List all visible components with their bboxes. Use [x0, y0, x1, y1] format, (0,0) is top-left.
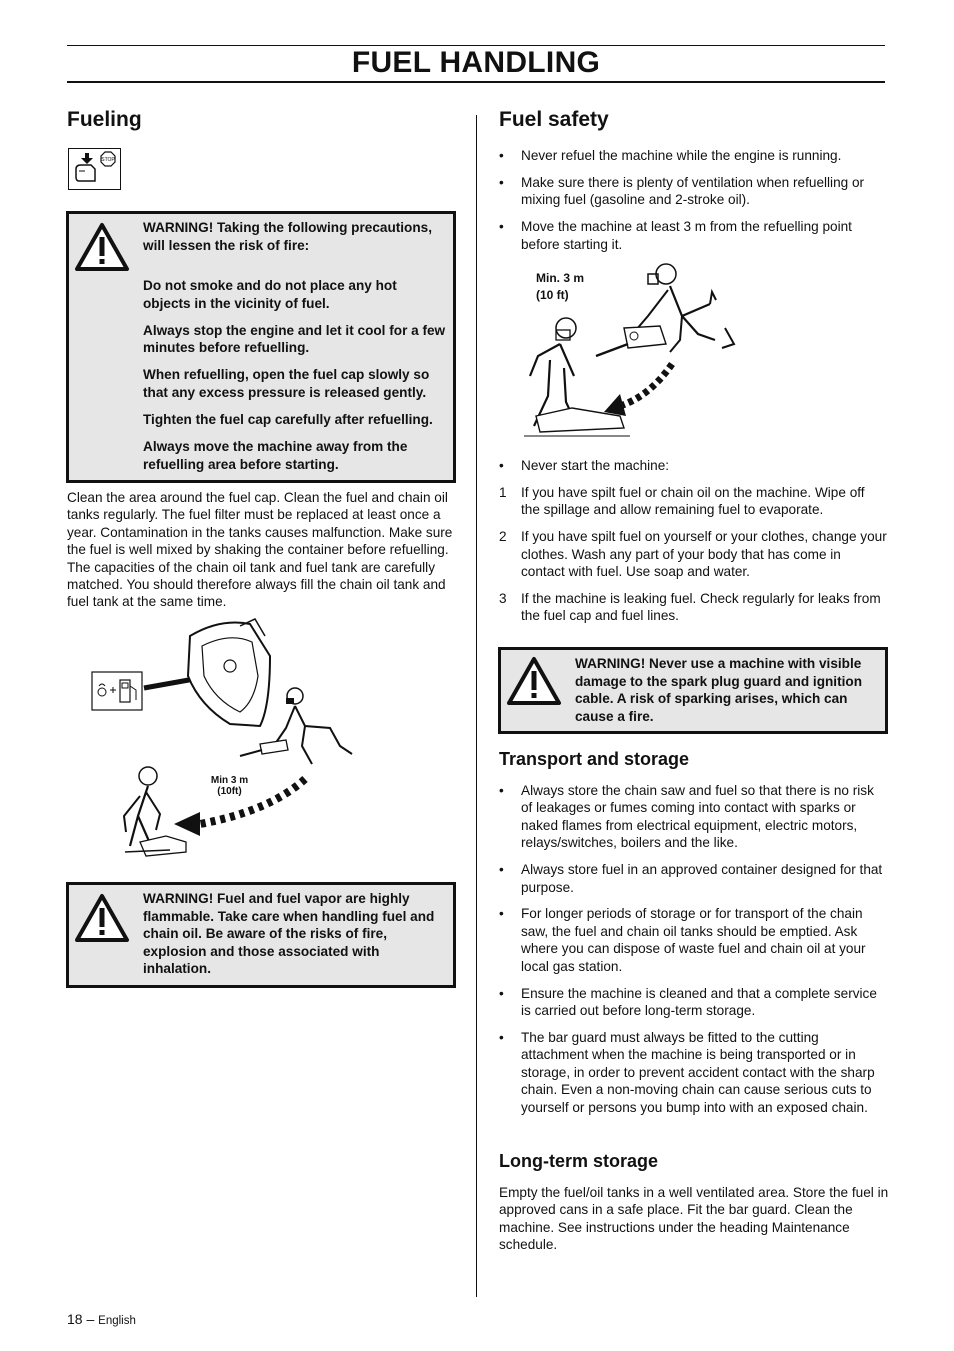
warning-box-flammable	[66, 882, 456, 988]
fuel-oil-symbol-icon	[92, 672, 142, 710]
warning-line: Always move the machine away from the refuelling area before starting.	[143, 438, 408, 472]
warning-box-spark-plug	[498, 647, 888, 734]
fueling-heading: Fueling	[67, 108, 142, 131]
list-item: 1 If you have spilt fuel or chain oil on the machine. Wipe off the spillage and allow remaining fuel to evaporate.	[499, 485, 865, 518]
stop-sign-text: STOP	[101, 157, 115, 163]
list-item: • Move the machine at least 3 m from the refuelling point before starting it.	[499, 219, 852, 252]
list-item: • Never refuel the machine while the engine is running.	[499, 148, 842, 163]
list-item: • Never start the machine:	[499, 458, 670, 473]
move-machine-illustration	[520, 256, 740, 442]
warning-triangle-icon	[74, 222, 130, 272]
list-item: • Always store the chain saw and fuel so that there is no risk of leakages or fumes coming into contact with sparks or naked flames from electrical equipment, electric motors, relays/switches, boilers and the like.	[499, 783, 874, 851]
list-item: 2 If you have spilt fuel on yourself or your clothes, change your clothes. Wash any part of your body that has come in contact with fuel. Use soap and water.	[499, 529, 887, 580]
page-title: FUEL HANDLING	[351, 46, 601, 79]
transport-storage-list	[499, 782, 887, 1125]
min-distance-imperial: (10ft)	[217, 786, 242, 797]
page-footer	[67, 1311, 136, 1327]
warning-text: WARNING! Never use a machine with visible damage to the spark plug guard and ignition cable. A risk of sparking arises, which can cause a fire.	[575, 656, 862, 724]
list-item: • Ensure the machine is cleaned and that a complete service is carried out before long-term storage.	[499, 985, 877, 1018]
warning-line: Tighten the fuel cap carefully after refuelling.	[143, 411, 433, 427]
warning-line: Always stop the engine and let it cool for a few minutes before refuelling.	[143, 322, 446, 356]
warning-triangle-icon	[506, 656, 562, 706]
min-distance-value: Min 3 m	[210, 775, 249, 786]
warning-box-fire-precautions	[66, 211, 456, 483]
min-distance-imperial: (10 ft)	[536, 288, 569, 302]
header-rule-bottom	[67, 81, 885, 83]
warning-text: WARNING! Fuel and fuel vapor are highly flammable. Take care when handling fuel and chain oil. Be aware of the risks of fire, explosion and those associated with inhalation.	[143, 891, 435, 977]
list-item: • The bar guard must always be fitted to the cutting attachment when the machine is being transported or in storage, in order to prevent accident contact with the sharp chain. Even a non-moving chain can cause serious cuts to yourself or persons you bump into with an exposed chain.	[499, 1029, 875, 1115]
footer-language: English	[98, 1315, 136, 1327]
list-item: 3 If the machine is leaking fuel. Check regularly for leaks from the fuel cap and fuel lines.	[499, 591, 881, 624]
warning-line: Do not smoke and do not place any hot objects in the vicinity of fuel.	[143, 278, 397, 311]
refuelling-illustration	[90, 616, 360, 866]
page-number: 18	[67, 1311, 83, 1327]
warning-line: WARNING! Taking the following precautions, will lessen the risk of fire:	[143, 220, 432, 253]
warning-line: When refuelling, open the fuel cap slowly so that any excess pressure is released gently.	[143, 367, 430, 400]
footer-dash: –	[86, 1311, 95, 1327]
min-distance-label	[202, 775, 257, 797]
long-term-storage-heading: Long-term storage	[499, 1151, 659, 1171]
fueling-symbol-icon	[68, 148, 121, 190]
never-start-list	[499, 457, 887, 484]
transport-storage-heading: Transport and storage	[499, 749, 690, 769]
list-item: • Make sure there is plenty of ventilation when refuelling or mixing fuel (gasoline and 2-stroke oil).	[499, 174, 865, 208]
list-item: • Always store fuel in an approved container designed for that purpose.	[499, 862, 883, 895]
never-start-conditions-list	[499, 484, 887, 634]
fueling-paragraph: Clean the area around the fuel cap. Clean the fuel and chain oil tanks regularly. The fuel filter must be replaced at least once a year. Contamination in the tanks causes malfunction. Make sure the fuel is well mixed by shaking the container before refuelling. The capacities of the chain oil tank and fuel tank are carefully matched. You should therefore always fill the chain oil tank and fuel tank at the same time.	[67, 490, 453, 610]
fuel-safety-list	[499, 147, 887, 263]
fuel-safety-heading: Fuel safety	[499, 108, 609, 131]
list-item: • For longer periods of storage or for transport of the chain saw, the fuel and chain oil tanks should be emptied. Ask where you can dispose of waste fuel and chain oil at your local gas station.	[499, 906, 866, 974]
warning-text	[143, 219, 447, 482]
min-distance-label	[536, 270, 596, 304]
warning-triangle-icon	[74, 893, 130, 943]
min-distance-value: Min. 3 m	[536, 271, 585, 285]
column-divider	[476, 115, 477, 1297]
long-term-storage-paragraph: Empty the fuel/oil tanks in a well ventilated area. Store the fuel in approved cans in a safe place. Fit the bar guard. Clean the machine. See instructions under the heading Maintenance schedule.	[499, 1185, 889, 1253]
